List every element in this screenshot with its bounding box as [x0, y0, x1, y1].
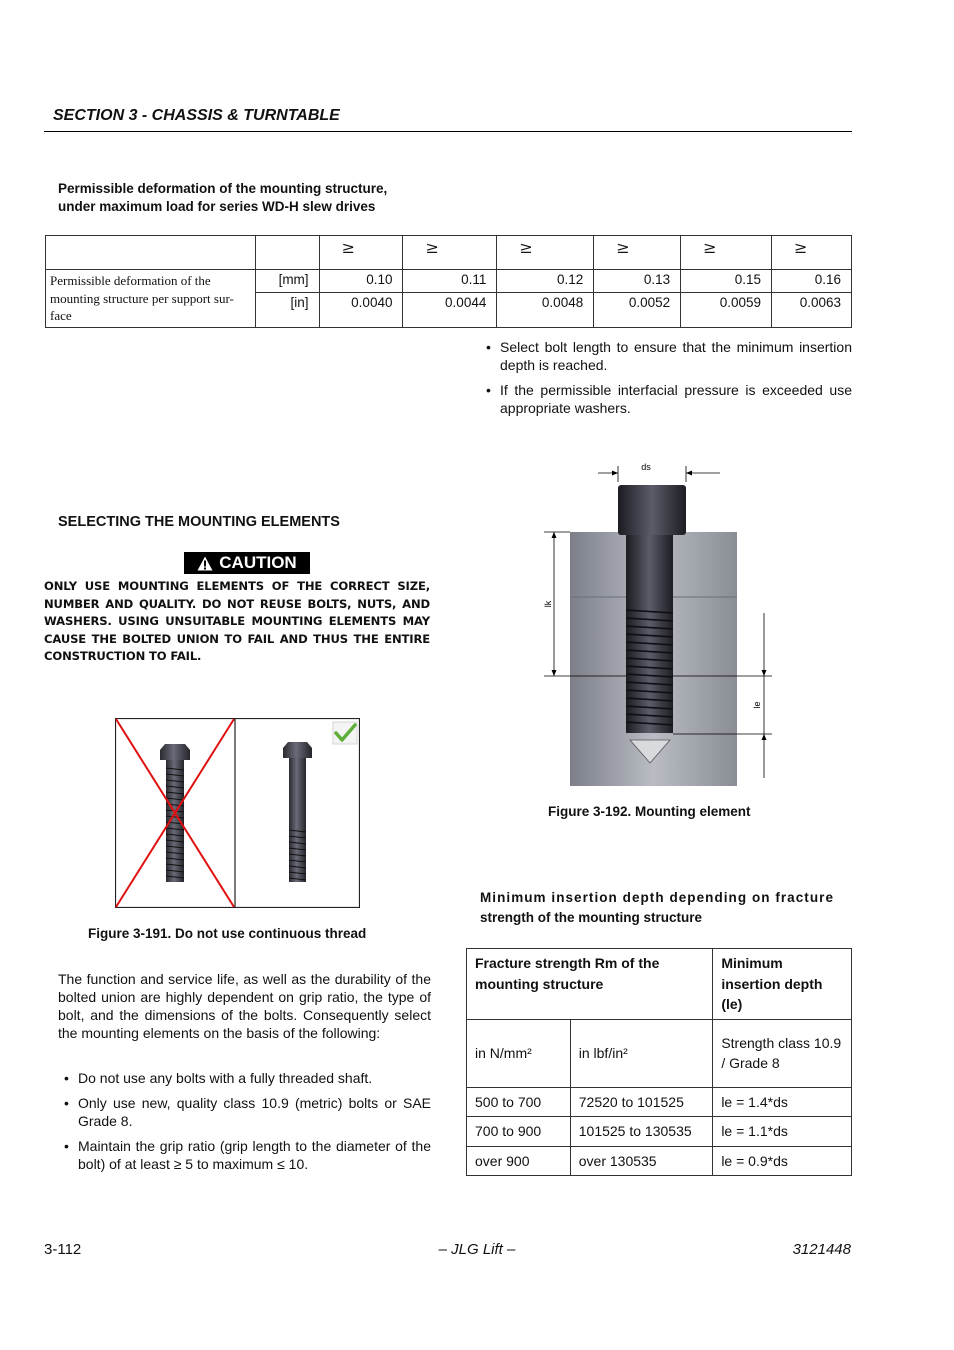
unit-nmm2: in N/mm² — [467, 1019, 571, 1087]
table-cell: 700 to 900 — [467, 1117, 571, 1147]
table-cell: 500 to 700 — [467, 1087, 571, 1117]
ge-symbol: ≥ — [772, 236, 852, 270]
header-empty-cell — [255, 236, 319, 270]
figure-191-caption: Figure 3-191. Do not use continuous thread — [88, 926, 367, 941]
caution-label: CAUTION — [219, 553, 297, 572]
table-row — [467, 1146, 852, 1176]
caution-banner — [184, 552, 310, 574]
min-insertion-table — [466, 948, 852, 1176]
value-mm: 0.16 — [772, 270, 852, 293]
label-lk: lk — [543, 600, 553, 608]
warning-icon — [197, 556, 213, 571]
value-mm: 0.15 — [681, 270, 772, 293]
deformation-heading-line1: Permissible deformation of the mounting structure, — [58, 181, 388, 196]
list-item: • If the permissible interfacial pressure is exceeded use appropriate washers. — [486, 381, 852, 417]
table-cell: 101525 to 130535 — [570, 1117, 713, 1147]
min-insertion-heading-line1: Minimum insertion depth depending on fracture — [480, 890, 835, 905]
ge-symbol: ≥ — [497, 236, 594, 270]
table-cell: over 900 — [467, 1146, 571, 1176]
value-in: 0.0048 — [497, 293, 594, 328]
table-cell: 72520 to 101525 — [570, 1087, 713, 1117]
value-mm: 0.10 — [319, 270, 403, 293]
value-mm: 0.11 — [403, 270, 497, 293]
figure-192-mounting-element — [534, 458, 774, 788]
checkmark-icon — [333, 722, 357, 744]
table-row — [467, 1087, 852, 1117]
ge-symbol: ≥ — [319, 236, 403, 270]
list-item: • Do not use any bolts with a fully threaded shaft. — [64, 1069, 431, 1087]
selecting-heading: SELECTING THE MOUNTING ELEMENTS — [58, 514, 340, 530]
ge-symbol: ≥ — [594, 236, 681, 270]
value-in: 0.0052 — [594, 293, 681, 328]
label-le: le — [752, 701, 762, 709]
table-cell: over 130535 — [570, 1146, 713, 1176]
deformation-header-row — [46, 236, 852, 270]
deformation-heading — [58, 180, 438, 216]
label-ds: ds — [641, 462, 651, 472]
header-rule — [44, 131, 852, 132]
list-item: • Maintain the grip ratio (grip length to the diameter of the bolt) of at least ≥ 5 to maximum ≤ 10. — [64, 1137, 431, 1173]
unit-in: [in] — [255, 293, 319, 328]
ge-symbol: ≥ — [403, 236, 497, 270]
value-in: 0.0044 — [403, 293, 497, 328]
table-row — [467, 1117, 852, 1147]
table-cell: le = 1.1*ds — [713, 1117, 852, 1147]
table-cell: le = 0.9*ds — [713, 1146, 852, 1176]
caution-text: ONLY USE MOUNTING ELEMENTS OF THE CORRECT SIZE, NUMBER AND QUALITY. DO NOT REUSE BOLTS, NUTS, AND WASHERS. USING UNSUITABLE MOUNTING ELEMENTS MAY CAUSE THE BOLTED UNION TO FAIL AND THUS THE ENTIRE CONSTRUCTION TO FAIL. — [44, 579, 430, 663]
insertion-depth-header: Minimum insertion depth (le) — [713, 949, 852, 1020]
ge-symbol: ≥ — [681, 236, 772, 270]
deformation-row-label: Permissible deformation of the mounting structure per support sur-face — [46, 270, 256, 328]
value-mm: 0.12 — [497, 270, 594, 293]
figure-192-caption: Figure 3-192. Mounting element — [548, 804, 751, 819]
left-bullet-list — [64, 1069, 431, 1180]
section-title: SECTION 3 - CHASSIS & TURNTABLE — [53, 107, 340, 124]
deformation-table — [45, 235, 852, 328]
page-number: 3-112 — [44, 1241, 82, 1258]
table-subheader-row — [467, 1019, 852, 1087]
value-in: 0.0059 — [681, 293, 772, 328]
fracture-strength-header: Fracture strength Rm of the mounting structure — [467, 949, 713, 1020]
list-item: • Only use new, quality class 10.9 (metric) bolts or SAE Grade 8. — [64, 1094, 431, 1130]
value-in: 0.0040 — [319, 293, 403, 328]
unit-lbfin2: in lbf/in² — [570, 1019, 713, 1087]
value-mm: 0.13 — [594, 270, 681, 293]
deformation-heading-line2: under maximum load for series WD-H slew drives — [58, 199, 376, 214]
body-paragraph: The function and service life, as well as the durability of the bolted union are highly dependent on grip ratio, the type of bolt, and the dimensions of the bolts. Consequently select the mounting elements on the basis of the following: — [58, 971, 431, 1041]
footer-center: – JLG Lift – — [438, 1241, 516, 1258]
unit-mm: [mm] — [255, 270, 319, 293]
min-insertion-heading — [480, 888, 852, 928]
right-bullet-list — [486, 338, 852, 424]
min-insertion-heading-line2: strength of the mounting structure — [480, 910, 702, 925]
list-item: • Select bolt length to ensure that the minimum insertion depth is reached. — [486, 338, 852, 374]
table-header-row — [467, 949, 852, 1020]
strength-class: Strength class 10.9 / Grade 8 — [713, 1019, 852, 1087]
value-in: 0.0063 — [772, 293, 852, 328]
figure-191-continuous-thread — [115, 718, 360, 908]
header-empty-cell — [46, 236, 256, 270]
deformation-mm-row — [46, 270, 852, 293]
table-cell: le = 1.4*ds — [713, 1087, 852, 1117]
doc-number: 3121448 — [792, 1241, 851, 1258]
